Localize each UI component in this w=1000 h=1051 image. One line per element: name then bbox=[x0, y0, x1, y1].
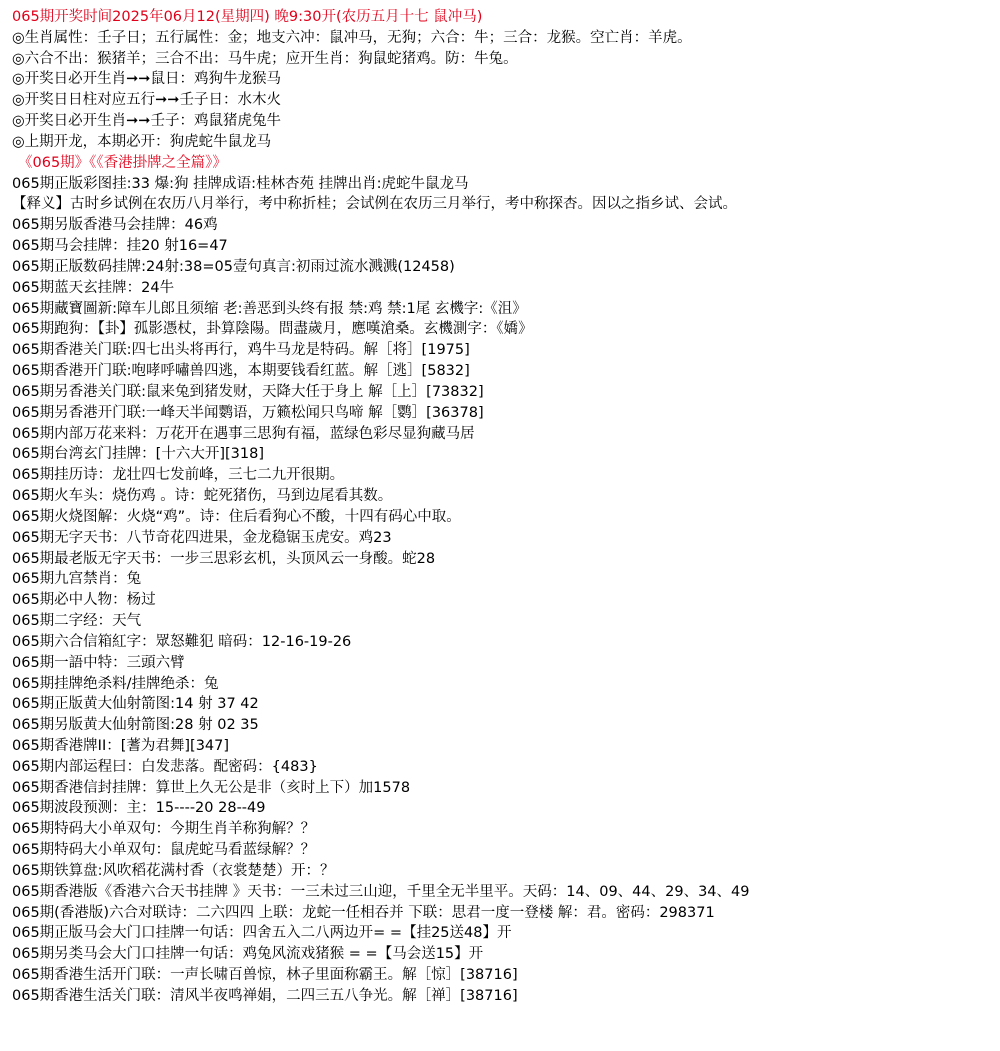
text-line: 065期香港生活开门联：一声长啸百兽惊，林子里面称霸王。解［惊］[38716] bbox=[12, 967, 518, 984]
text-line: ◎开奖日必开生肖➞➞壬子：鸡鼠猪虎兔牛 bbox=[12, 113, 281, 130]
text-line: 065期无字天书：八节奇花四进果，金龙稳锯玉虎安。鸡23 bbox=[12, 529, 392, 546]
text-line: 065期另香港开门联:一峰天半闻鹦语，万籁松闻只鸟啼 解［鹦］[36378] bbox=[12, 404, 484, 421]
text-line: 065期九宫禁肖：兔 bbox=[12, 571, 142, 588]
text-line: 065期特码大小单双句：鼠虎蛇马看蓝绿解？？ bbox=[12, 842, 316, 859]
text-line: ◎开奖日日柱对应五行➞➞壬子日：水木火 bbox=[12, 92, 281, 109]
text-line: 065期香港开门联:咆哮呼嘯兽四逃，本期要钱看红蓝。解［逃］[5832] bbox=[12, 363, 470, 380]
text-line: 065期另版黄大仙射箭图:28 射 02 35 bbox=[12, 717, 259, 734]
text-line: 065期挂牌绝杀料/挂牌绝杀：兔 bbox=[12, 675, 219, 692]
text-line: 065期(香港版)六合对联诗：二六四四 上联：龙蛇一任相吞并 下联：思君一度一登楼 解：君。密码：298371 bbox=[12, 904, 715, 921]
text-line: 065期挂历诗：龙壮四七发前峰，三七二九开很期。 bbox=[12, 467, 345, 484]
text-line: 065期香港关门联:四七出头将再行，鸡牛马龙是特码。解［将］[1975] bbox=[12, 342, 470, 359]
section-heading: 《065期》《《香港掛牌之全篇》》 bbox=[18, 154, 227, 171]
text-line: 065期波段预测：主：15----20 28--49 bbox=[12, 800, 266, 817]
text-line: 065期另类马会大门口挂牌一句话：鸡兔风流戏猪猴 = =【马会送15】开 bbox=[12, 946, 484, 963]
text-line: 065期火车头：烧伤鸡 。诗：蛇死猪伤，马到边尾看其数。 bbox=[12, 488, 393, 505]
text-line: 065期藏寶圖新:障车儿郎且须缩 老:善恶到头终有报 禁:鸡 禁:1尾 玄機字:《沮》 bbox=[12, 300, 527, 317]
text-line: 065期正版彩图挂:33 爆:狗 挂牌成语:桂林杏苑 挂牌出肖:虎蛇牛鼠龙马 bbox=[12, 175, 469, 192]
text-line: 065期正版数码挂牌:24射:38=05壹句真言:初雨过流水溅溅(12458) bbox=[12, 258, 455, 275]
text-line: 065期另香港关门联:鼠来兔到猪发财，天降大任于身上 解［上］[73832] bbox=[12, 383, 484, 400]
text-line: 065期另版香港马会挂牌：46鸡 bbox=[12, 217, 218, 234]
text-line: 065期香港生活关门联：清风半夜鸣禅娟，二四三五八争光。解［禅］[38716] bbox=[12, 987, 518, 1004]
text-line: 065期二字经：天气 bbox=[12, 613, 142, 630]
text-line: 【释义】古时乡试例在农历八月举行，考中称折桂；会试例在农历三月举行，考中称探杏。因以之指乡试、会试。 bbox=[12, 196, 737, 213]
text-line: 065期香港信封挂牌：算世上久无公是非（亥时上下）加1578 bbox=[12, 779, 411, 796]
text-line: 065期跑狗：【卦】孤影憑杖，卦算陰陽。問盡歲月，應嘆滄桑。玄機測字：《嬌》 bbox=[12, 321, 533, 338]
text-line: 065期内部运程曰：白发悲落。配密码：{483} bbox=[12, 758, 318, 775]
text-line: ◎上期开龙，本期必开：狗虎蛇牛鼠龙马 bbox=[12, 133, 272, 150]
text-line: 065期香港版《香港六合天书挂牌 》天书：一三未过三山迎，千里全无半里平。天码：14、09、44、29、34、49 bbox=[12, 883, 750, 900]
text-line: ◎开奖日必开生肖➞➞鼠日：鸡狗牛龙猴马 bbox=[12, 71, 281, 88]
text-line: ◎生肖属性：壬子日；五行属性：金；地支六冲：鼠冲马，无狗；六合：牛；三合：龙猴。空亡肖：羊虎。 bbox=[12, 29, 692, 46]
text-line: 065期蓝天玄挂牌：24牛 bbox=[12, 279, 175, 296]
text-line: 065期最老版无字天书：一步三思彩玄机，头顶风云一身酸。蛇28 bbox=[12, 550, 436, 567]
text-line: 065期必中人物：杨过 bbox=[12, 592, 156, 609]
text-line: 065期台湾玄门挂牌：[十六大开][318] bbox=[12, 446, 264, 463]
text-line: 065期正版马会大门口挂牌一句话：四舍五入二八两边开= =【挂25送48】开 bbox=[12, 925, 512, 942]
text-line: 065期特码大小单双句：今期生肖羊称狗解？？ bbox=[12, 821, 316, 838]
text-line: 065期六合信箱紅字：眾怒難犯 暗码：12-16-19-26 bbox=[12, 633, 352, 650]
text-line: 065期马会挂牌：挂20 射16=47 bbox=[12, 238, 228, 255]
text-line: 065期香港牌II：[蓍为君舞][347] bbox=[12, 737, 230, 754]
text-line: 065期正版黄大仙射箭图:14 射 37 42 bbox=[12, 696, 259, 713]
text-line: 065期内部万花来料：万花开在遇事三思狗有福，蓝绿色彩尽显狗藏马居 bbox=[12, 425, 475, 442]
text-line: 065期火烧图解：火烧“鸡”。诗：住后看狗心不酸，十四有码心中取。 bbox=[12, 508, 461, 525]
text-line: ◎六合不出：猴猪羊；三合不出：马牛虎；应开生肖：狗鼠蛇猪鸡。防：牛兔。 bbox=[12, 50, 518, 67]
text-line: 065期一語中特：三頭六臂 bbox=[12, 654, 185, 671]
draw-date-header: 065期开奖时间2025年06月12(星期四) 晚9:30开(农历五月十七 鼠冲马) bbox=[12, 9, 483, 25]
text-line: 065期铁算盘:风吹稻花满村香（衣裳楚楚）开：？ bbox=[12, 862, 335, 879]
